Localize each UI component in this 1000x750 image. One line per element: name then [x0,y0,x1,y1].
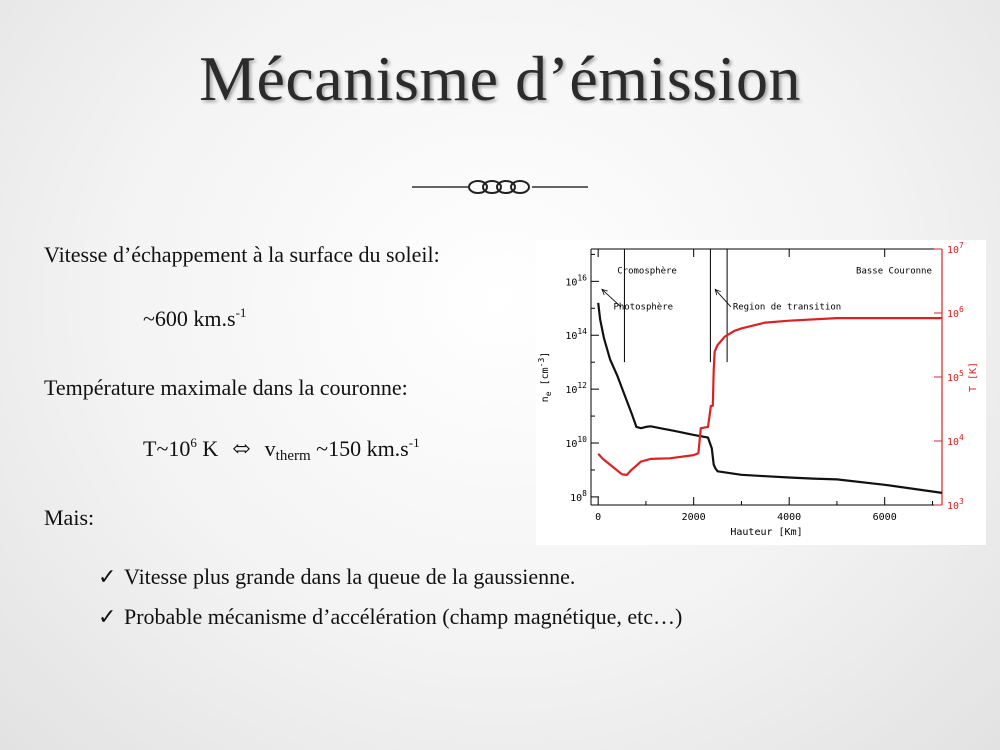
y-left-tick-label: $10^{14}$ [565,327,587,343]
vtherm-exponent: -1 [408,435,420,450]
annotation-label: Region de transition [732,302,842,313]
bullet-text: Vitesse plus grande dans la queue de la gaussienne. [124,564,576,589]
annotation-label: Cromosphère [617,266,677,277]
y-right-tick-label: $10^3$ [947,497,964,512]
max-temperature-label: Température maximale dans la couronne: [44,375,408,400]
y-left-tick-label: $10^8$ [570,488,587,504]
temperature-prefix: T~10 [143,436,191,461]
temperature-equation [143,435,420,465]
escape-velocity-number: ~600 km.s [143,306,236,331]
temperature-unit: K [196,436,219,461]
checkmark-icon: ✓ [98,604,117,629]
y-right-tick-label: $10^5$ [947,369,964,384]
vtherm-value: ~150 km.s [310,436,409,461]
y-left-tick-label: $10^{10}$ [565,435,587,451]
y-right-tick-label: $10^6$ [947,305,964,320]
annotation-label: Basse Couronne [856,266,932,277]
bullet-item [98,604,682,630]
annotation-label: Photosphère [613,302,674,313]
escape-velocity-label: Vitesse d’échappement à la surface du soleil: [44,242,440,267]
x-tick-label: 0 [595,512,602,523]
bullet-item [98,564,575,590]
escape-velocity-value [143,305,246,332]
x-tick-label: 4000 [777,512,802,523]
y-left-tick-label: $10^{16}$ [565,273,587,289]
temperature-exponent: 6 [190,435,197,450]
slide-title: Mécanisme d’émission [199,43,801,114]
solar-atmosphere-chart [536,240,986,545]
y-left-tick-label: $10^{12}$ [565,381,587,397]
x-axis-label: Hauteur [Km] [730,527,803,538]
mais-label: Mais: [44,505,95,530]
y-right-tick-label: $10^4$ [947,433,964,448]
chart-background [536,240,986,545]
x-tick-label: 6000 [872,512,897,523]
y-right-tick-label: $10^7$ [947,241,964,256]
bullet-text: Probable mécanisme d’accélération (champ magnétique, etc…) [124,604,683,629]
y-left-axis-label: $n_e$ $[cm^{-3}]$ [537,351,553,403]
y-right-axis-label: T [K] [968,361,979,393]
ornament-divider [410,173,590,201]
vtherm-symbol: v [264,436,276,461]
x-tick-label: 2000 [681,512,706,523]
checkmark-icon: ✓ [98,564,117,589]
equivalence-symbol: ⬄ [232,436,251,461]
escape-velocity-exponent: -1 [235,305,247,320]
vtherm-subscript: therm [275,448,311,464]
